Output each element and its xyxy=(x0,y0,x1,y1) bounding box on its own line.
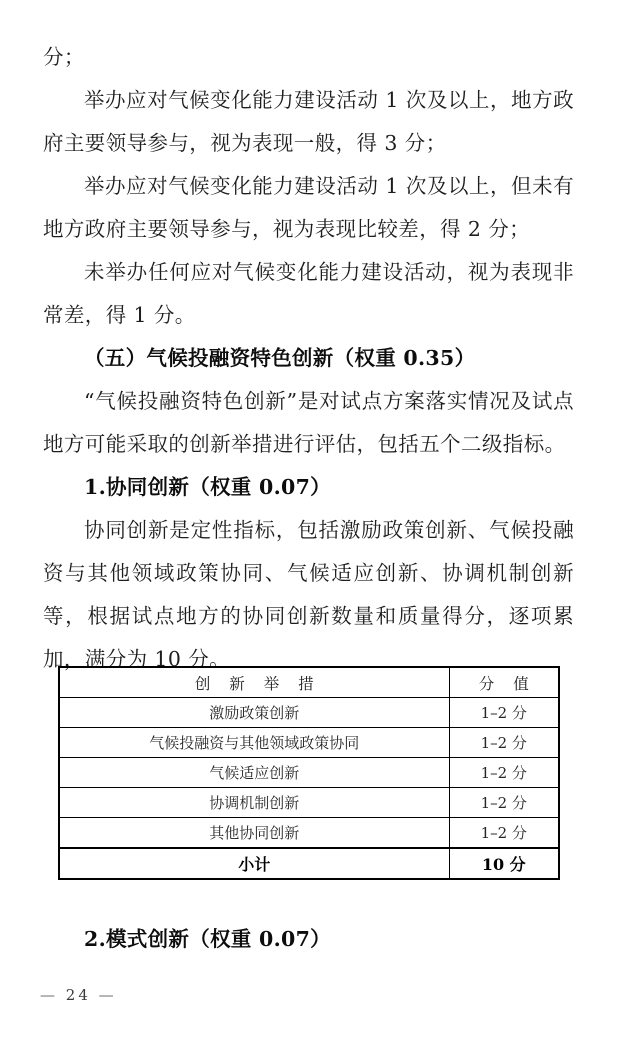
innovation-score-table xyxy=(58,666,560,880)
paragraph-collaborative-innovation-desc: 协同创新是定性指标，包括激励政策创新、气候投融资与其他领域政策协同、气候适应创新、协调机制创新等，根据试点地方的协同创新数量和质量得分，逐项累加，满分为 10 分。 xyxy=(43,518,574,671)
innovation-score-table-wrapper xyxy=(58,666,558,880)
document-body xyxy=(43,36,574,681)
heading-section-five: （五）气候投融资特色创新（权重 0.35） xyxy=(84,346,476,370)
table-row xyxy=(59,728,559,758)
table-cell-score: 1–2 分 xyxy=(449,698,559,728)
paragraph-activity-once-leader: 举办应对气候变化能力建设活动 1 次及以上，地方政府主要领导参与，视为表现一般，得 3 分； xyxy=(43,88,574,155)
table-cell-measure: 激励政策创新 xyxy=(59,698,449,728)
table-header-measure: 创 新 举 措 xyxy=(59,667,449,698)
table-cell-score: 1–2 分 xyxy=(449,818,559,849)
table-cell-measure: 其他协同创新 xyxy=(59,818,449,849)
table-cell-score: 1–2 分 xyxy=(449,728,559,758)
paragraph-section-five-intro: “气候投融资特色创新”是对试点方案落实情况及试点地方可能采取的创新举措进行评估，包括五个二级指标。 xyxy=(43,389,574,456)
heading-item-2-model-innovation: 2.模式创新（权重 0.07） xyxy=(84,927,331,951)
table-row xyxy=(59,818,559,849)
paragraph-no-activity: 未举办任何应对气候变化能力建设活动，视为表现非常差，得 1 分。 xyxy=(43,260,574,327)
paragraph-continued: 分； xyxy=(43,45,85,69)
table-cell-measure: 气候投融资与其他领域政策协同 xyxy=(59,728,449,758)
table-cell-score: 1–2 分 xyxy=(449,788,559,818)
table-header-score: 分 值 xyxy=(449,667,559,698)
table-cell-score: 1–2 分 xyxy=(449,758,559,788)
table-header-row xyxy=(59,667,559,698)
heading-item-1-collaborative-innovation: 1.协同创新（权重 0.07） xyxy=(84,475,331,499)
page-number-footer xyxy=(40,986,117,1004)
table-row xyxy=(59,698,559,728)
footer-dash-left: — xyxy=(40,986,58,1004)
table-row xyxy=(59,758,559,788)
table-cell-total-score: 10 分 xyxy=(449,848,559,879)
table-total-row xyxy=(59,848,559,879)
footer-page-number: 24 xyxy=(65,986,91,1004)
footer-dash-right: — xyxy=(98,986,117,1004)
table-cell-measure: 气候适应创新 xyxy=(59,758,449,788)
table-cell-measure: 协调机制创新 xyxy=(59,788,449,818)
table-cell-total-label: 小计 xyxy=(59,848,449,879)
table-row xyxy=(59,788,559,818)
paragraph-activity-once-no-leader: 举办应对气候变化能力建设活动 1 次及以上，但未有地方政府主要领导参与，视为表现比较差，得 2 分； xyxy=(43,174,574,241)
